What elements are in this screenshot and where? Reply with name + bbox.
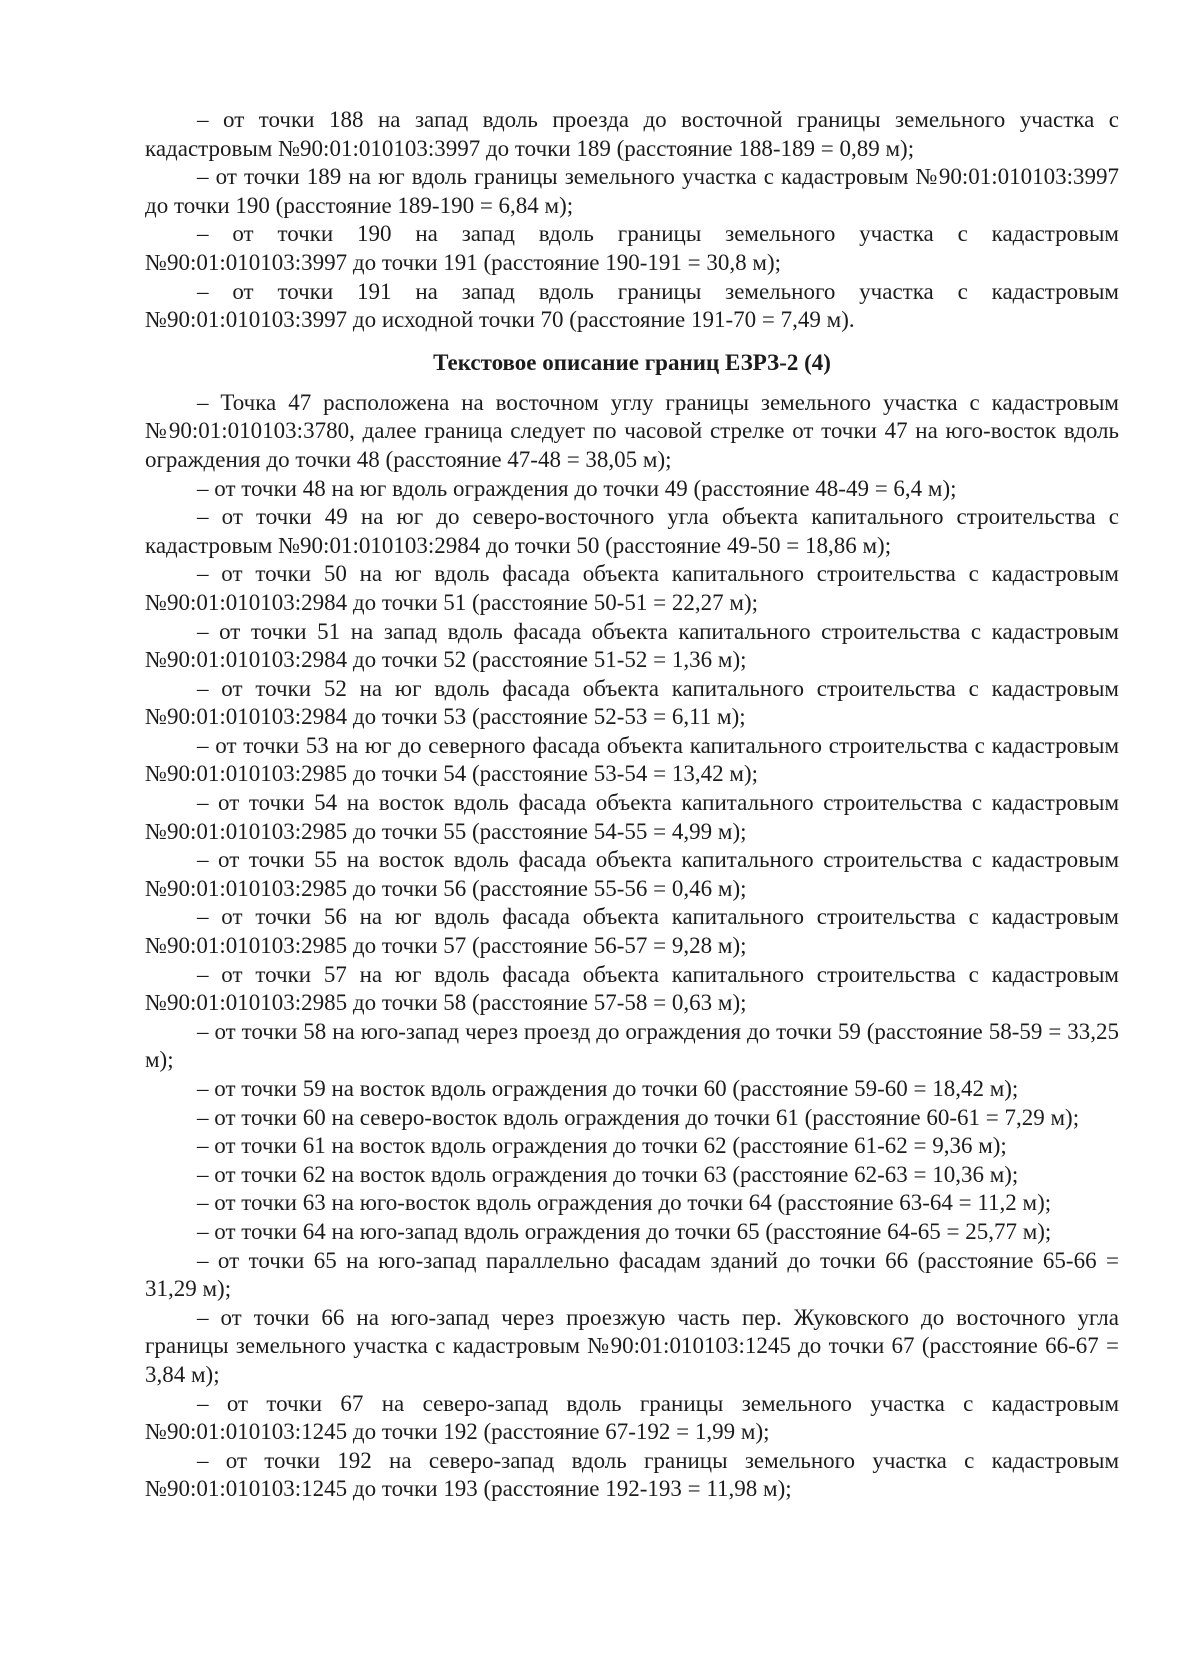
paragraph: – от точки 49 на юг до северо-восточного угла объекта капитального строительства с кадастровым №90:01:010103:2984 до точки 50 (расстояние 49-50 = 18,86 м); bbox=[145, 504, 1119, 558]
paragraph: – от точки 191 на запад вдоль границы земельного участка с кадастровым №90:01:010103:3997 до исходной точки 70 (расстояние 191-70 = 7,49 м). bbox=[145, 278, 1119, 333]
paragraph: – от точки 67 на северо-запад вдоль границы земельного участка с кадастровым №90:01:010103:1245 до точки 192 (расстояние 67-192 = 1,99 м); bbox=[145, 1390, 1119, 1445]
document-page bbox=[145, 106, 1119, 1504]
paragraph: – от точки 57 на юг вдоль фасада объекта капитального строительства с кадастровым №90:01:010103:2985 до точки 58 (расстояние 57-58 = 0,63 м); bbox=[145, 961, 1119, 1016]
paragraph: – от точки 190 на запад вдоль границы земельного участка с кадастровым №90:01:010103:3997 до точки 191 (расстояние 190-191 = 30,8 м); bbox=[145, 221, 1119, 275]
paragraph: – от точки 59 на восток вдоль ограждения до точки 60 (расстояние 59-60 = 18,42 м); bbox=[197, 1076, 1019, 1101]
paragraph: – от точки 53 на юг до северного фасада объекта капитального строительства с кадастровым №90:01:010103:2985 до точки 54 (расстояние 53-54 = 13,42 м); bbox=[145, 732, 1119, 787]
paragraph: – от точки 58 на юго-запад через проезд до ограждения до точки 59 (расстояние 58-59 = 33,25 м); bbox=[145, 1018, 1119, 1073]
paragraph: – от точки 66 на юго-запад через проезжую часть пер. Жуковского до восточного угла границы земельного участка с кадастровым №90:01:010103:1245 до точки 67 (расстояние 66-67 = 3,84 м); bbox=[145, 1304, 1119, 1387]
paragraph: – от точки 189 на юг вдоль границы земельного участка с кадастровым №90:01:010103:3997 до точки 190 (расстояние 189-190 = 6,84 м); bbox=[145, 164, 1119, 218]
paragraph: – от точки 64 на юго-запад вдоль ограждения до точки 65 (расстояние 64-65 = 25,77 м); bbox=[197, 1218, 1052, 1244]
paragraph: – от точки 60 на северо-восток вдоль ограждения до точки 61 (расстояние 60-61 = 7,29 м); bbox=[197, 1104, 1080, 1130]
paragraph: – от точки 56 на юг вдоль фасада объекта капитального строительства с кадастровым №90:01:010103:2985 до точки 57 (расстояние 56-57 = 9,28 м); bbox=[145, 904, 1119, 959]
paragraph: – от точки 61 на восток вдоль ограждения до точки 62 (расстояние 61-62 = 9,36 м); bbox=[197, 1133, 1007, 1159]
paragraph: – от точки 63 на юго-восток вдоль ограждения до точки 64 (расстояние 63-64 = 11,2 м); bbox=[197, 1190, 1052, 1216]
paragraph: – от точки 54 на восток вдоль фасада объекта капитального строительства с кадастровым №90:01:010103:2985 до точки 55 (расстояние 54-55 = 4,99 м); bbox=[145, 790, 1119, 844]
paragraph: – от точки 51 на запад вдоль фасада объекта капитального строительства с кадастровым №90:01:010103:2984 до точки 52 (расстояние 51-52 = 1,36 м); bbox=[145, 618, 1119, 673]
paragraph: – от точки 52 на юг вдоль фасада объекта капитального строительства с кадастровым №90:01:010103:2984 до точки 53 (расстояние 52-53 = 6,11 м); bbox=[145, 675, 1119, 730]
paragraph: – от точки 188 на запад вдоль проезда до восточной границы земельного участка с кадастровым №90:01:010103:3997 до точки 189 (расстояние 188-189 = 0,89 м); bbox=[145, 107, 1119, 161]
paragraph: – от точки 62 на восток вдоль ограждения до точки 63 (расстояние 62-63 = 10,36 м); bbox=[197, 1161, 1019, 1187]
paragraph: – от точки 55 на восток вдоль фасада объекта капитального строительства с кадастровым №90:01:010103:2985 до точки 56 (расстояние 55-56 = 0,46 м); bbox=[145, 847, 1119, 901]
paragraph: – от точки 65 на юго-запад параллельно фасадам зданий до точки 66 (расстояние 65-66 = 31,29 м); bbox=[145, 1247, 1119, 1302]
section-heading: Текстовое описание границ ЕЗРЗ-2 (4) bbox=[433, 349, 831, 375]
paragraph: – Точка 47 расположена на восточном углу границы земельного участка с кадастровым №90:01:010103:3780, далее граница следует по часовой стрелке от точки 47 на юго-восток вдоль ограждения до точки 48 (расстояние 47-48 = 38,05 м); bbox=[145, 389, 1119, 472]
paragraph: – от точки 48 на юг вдоль ограждения до точки 49 (расстояние 48-49 = 6,4 м); bbox=[197, 475, 957, 501]
paragraph: – от точки 50 на юг вдоль фасада объекта капитального строительства с кадастровым №90:01:010103:2984 до точки 51 (расстояние 50-51 = 22,27 м); bbox=[145, 561, 1119, 615]
paragraph: – от точки 192 на северо-запад вдоль границы земельного участка с кадастровым №90:01:010103:1245 до точки 193 (расстояние 192-193 = 11,98 м); bbox=[145, 1447, 1119, 1502]
